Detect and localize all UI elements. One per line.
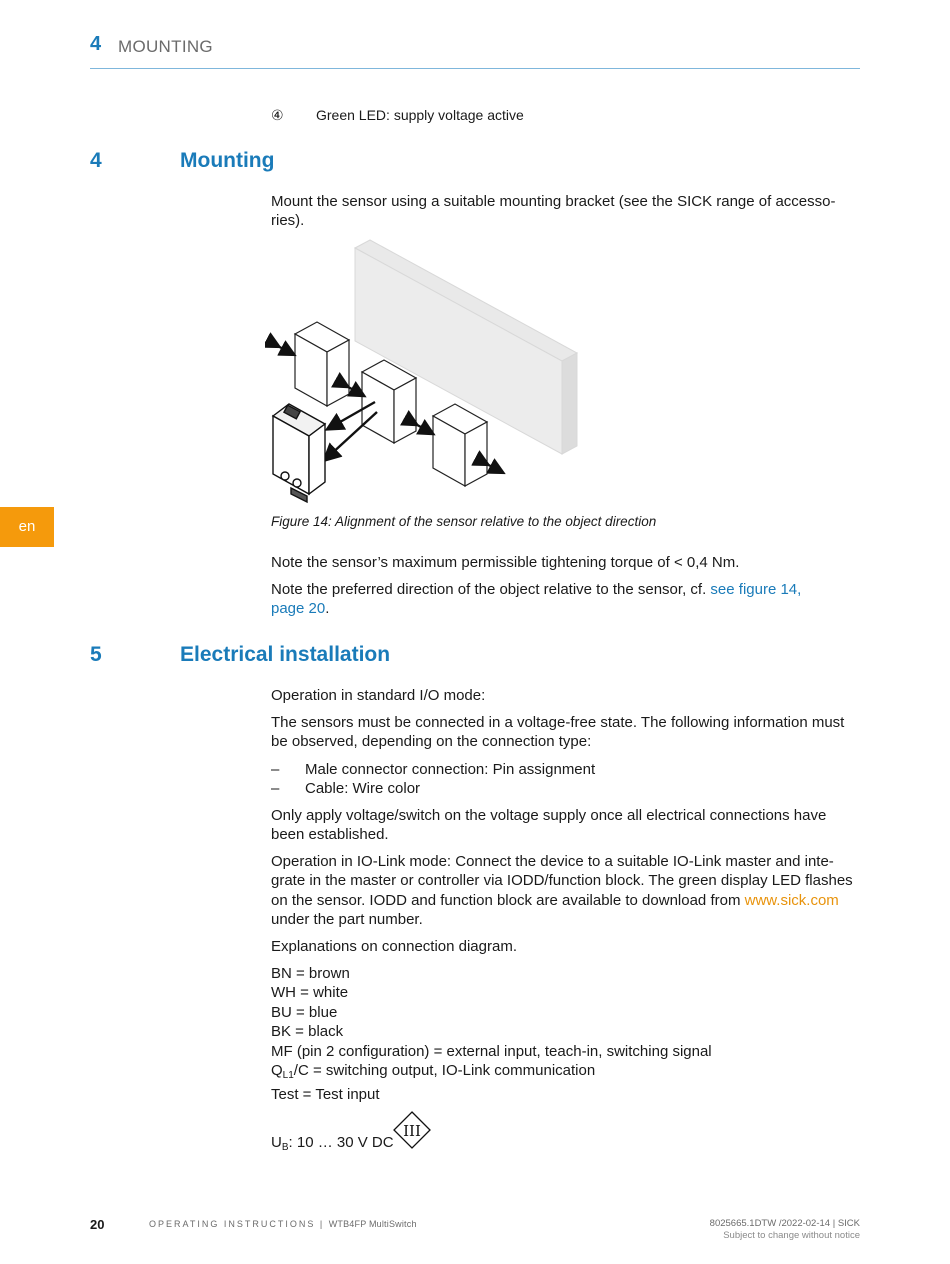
header-divider <box>90 68 860 69</box>
code-test: Test = Test input <box>271 1086 380 1104</box>
footer-doc-type: OPERATING INSTRUCTIONS | WTB4FP MultiSwitch <box>149 1219 417 1229</box>
page-number: 20 <box>90 1217 105 1232</box>
header-chapter-number: 4 <box>90 33 102 55</box>
code-bk: BK = black <box>271 1023 344 1041</box>
direction-note: Note the preferred direction of the object relative to the sensor, cf. see figure 14, page 20. <box>271 581 802 618</box>
legend-text: Green LED: supply voltage active <box>316 107 524 123</box>
sick-website-link[interactable]: www.sick.com <box>744 891 839 909</box>
mounting-intro: Mount the sensor using a suitable mounting bracket (see the SICK range of accesso- ries). <box>271 193 836 230</box>
section-title-mounting: Mounting <box>180 149 275 172</box>
figure-caption: Figure 14: Alignment of the sensor relative to the object direction <box>271 514 657 529</box>
sensor-alignment-figure <box>265 236 595 506</box>
code-wh: WH = white <box>271 984 349 1002</box>
object-box-3 <box>433 404 487 486</box>
svg-text:III: III <box>403 1122 421 1140</box>
object-box-1 <box>295 322 349 406</box>
torque-note: Note the sensor’s maximum permissible tightening torque of < 0,4 Nm. <box>271 554 740 571</box>
list-item: – Cable: Wire color <box>271 780 421 798</box>
section-title-electrical: Electrical installation <box>180 643 391 666</box>
section-number-electrical: 5 <box>90 643 102 666</box>
sensor-device <box>273 404 325 502</box>
iolink-note: Operation in IO-Link mode: Connect the device to a suitable IO-Link master and inte- grate in the master or controller via IODD/function block. The green display LED flashes on the sensor. IODD and function block are available to download from www.sick.com under the part number. <box>271 853 853 929</box>
diagram-explanations-label: Explanations on connection diagram. <box>271 938 517 955</box>
page-link[interactable]: page 20 <box>271 600 326 618</box>
apply-voltage-note: Only apply voltage/switch on the voltage supply once all electrical connections have been established. <box>271 807 827 844</box>
wire-code-list <box>271 964 861 1105</box>
legend-item <box>271 107 524 124</box>
language-tab: en <box>0 507 54 547</box>
header-chapter-title: MOUNTING <box>118 37 213 56</box>
standard-mode-label: Operation in standard I/O mode: <box>271 687 486 704</box>
voltage-free-note: The sensors must be connected in a voltage-free state. The following information must be observed, depending on the connection type: <box>271 714 845 751</box>
list-item: – Male connector connection: Pin assignment <box>271 761 596 778</box>
code-mf: MF (pin 2 configuration) = external input, teach-in, switching signal <box>271 1042 712 1060</box>
connection-type-list <box>271 760 861 799</box>
code-bn: BN = brown <box>271 965 350 982</box>
figure-link[interactable]: see figure 14, <box>710 581 802 598</box>
code-q: $Q_{L1}/C$ = switching output, IO-Link communication <box>271 1062 596 1082</box>
section-number-mounting: 4 <box>90 149 102 172</box>
protection-class-icon <box>393 1111 431 1149</box>
supply-voltage: $U_B$: 10 … 30 V DC <box>271 1134 394 1153</box>
object-box-2 <box>362 360 416 443</box>
legend-marker: ④ <box>271 107 284 123</box>
footer-doc-id: 8025665.1DTW /2022-02-14 | SICK Subject to change without notice <box>709 1218 860 1241</box>
code-bu: BU = blue <box>271 1003 338 1021</box>
